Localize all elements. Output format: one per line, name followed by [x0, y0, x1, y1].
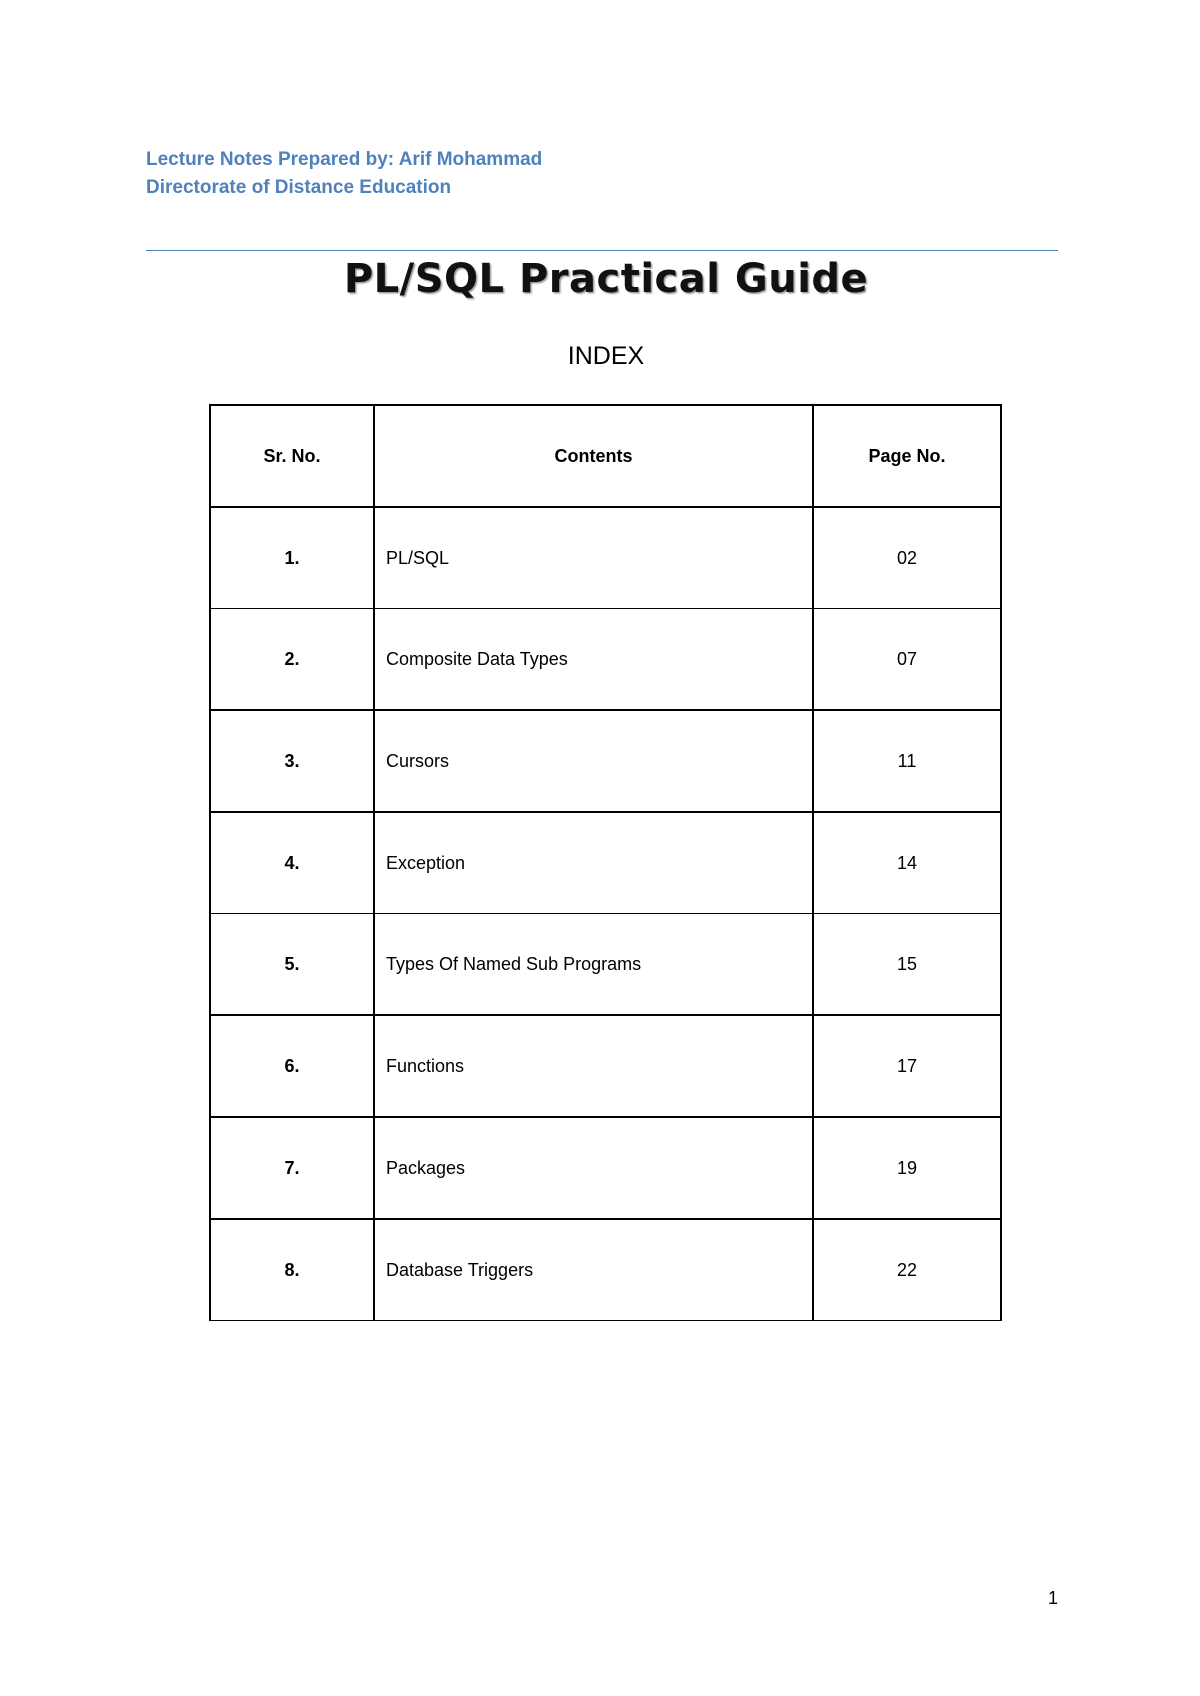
table-row	[210, 1015, 1001, 1117]
table-row	[210, 507, 1001, 609]
department-line: Directorate of Distance Education	[146, 177, 452, 198]
page-no-cell: 19	[813, 1117, 1001, 1219]
table-row	[210, 914, 1001, 1016]
page-no-cell: 07	[813, 609, 1001, 711]
page-no-cell: 22	[813, 1219, 1001, 1321]
contents-cell: Exception	[374, 812, 813, 914]
table-row	[210, 812, 1001, 914]
contents-cell: Packages	[374, 1117, 813, 1219]
page-no-cell: 11	[813, 710, 1001, 812]
table-row	[210, 710, 1001, 812]
contents-cell: Database Triggers	[374, 1219, 813, 1321]
sr-no-cell: 7.	[210, 1117, 374, 1219]
index-heading: INDEX	[567, 342, 645, 370]
page-no-cell: 14	[813, 812, 1001, 914]
table-row	[210, 1219, 1001, 1321]
document-header	[146, 146, 542, 202]
table-header-row	[210, 405, 1001, 507]
document-title: PL/SQL Practical Guide	[343, 256, 869, 302]
sr-no-cell: 6.	[210, 1015, 374, 1117]
contents-cell: Cursors	[374, 710, 813, 812]
sr-no-cell: 4.	[210, 812, 374, 914]
page-no-cell: 17	[813, 1015, 1001, 1117]
table-row	[210, 609, 1001, 711]
header-divider	[146, 250, 1058, 251]
sr-no-cell: 1.	[210, 507, 374, 609]
table-row	[210, 1117, 1001, 1219]
page-no-cell: 02	[813, 507, 1001, 609]
contents-cell: PL/SQL	[374, 507, 813, 609]
sr-no-cell: 5.	[210, 914, 374, 1016]
contents-cell: Functions	[374, 1015, 813, 1117]
page-no-cell: 15	[813, 914, 1001, 1016]
sr-no-cell: 2.	[210, 609, 374, 711]
page-number: 1	[1048, 1588, 1059, 1608]
column-header-contents: Contents	[374, 405, 813, 507]
sr-no-cell: 3.	[210, 710, 374, 812]
column-header-sr-no: Sr. No.	[210, 405, 374, 507]
contents-cell: Composite Data Types	[374, 609, 813, 711]
column-header-page-no: Page No.	[813, 405, 1001, 507]
index-table	[209, 404, 1002, 1321]
sr-no-cell: 8.	[210, 1219, 374, 1321]
contents-cell: Types Of Named Sub Programs	[374, 914, 813, 1016]
author-line: Lecture Notes Prepared by: Arif Mohammad	[146, 149, 543, 170]
